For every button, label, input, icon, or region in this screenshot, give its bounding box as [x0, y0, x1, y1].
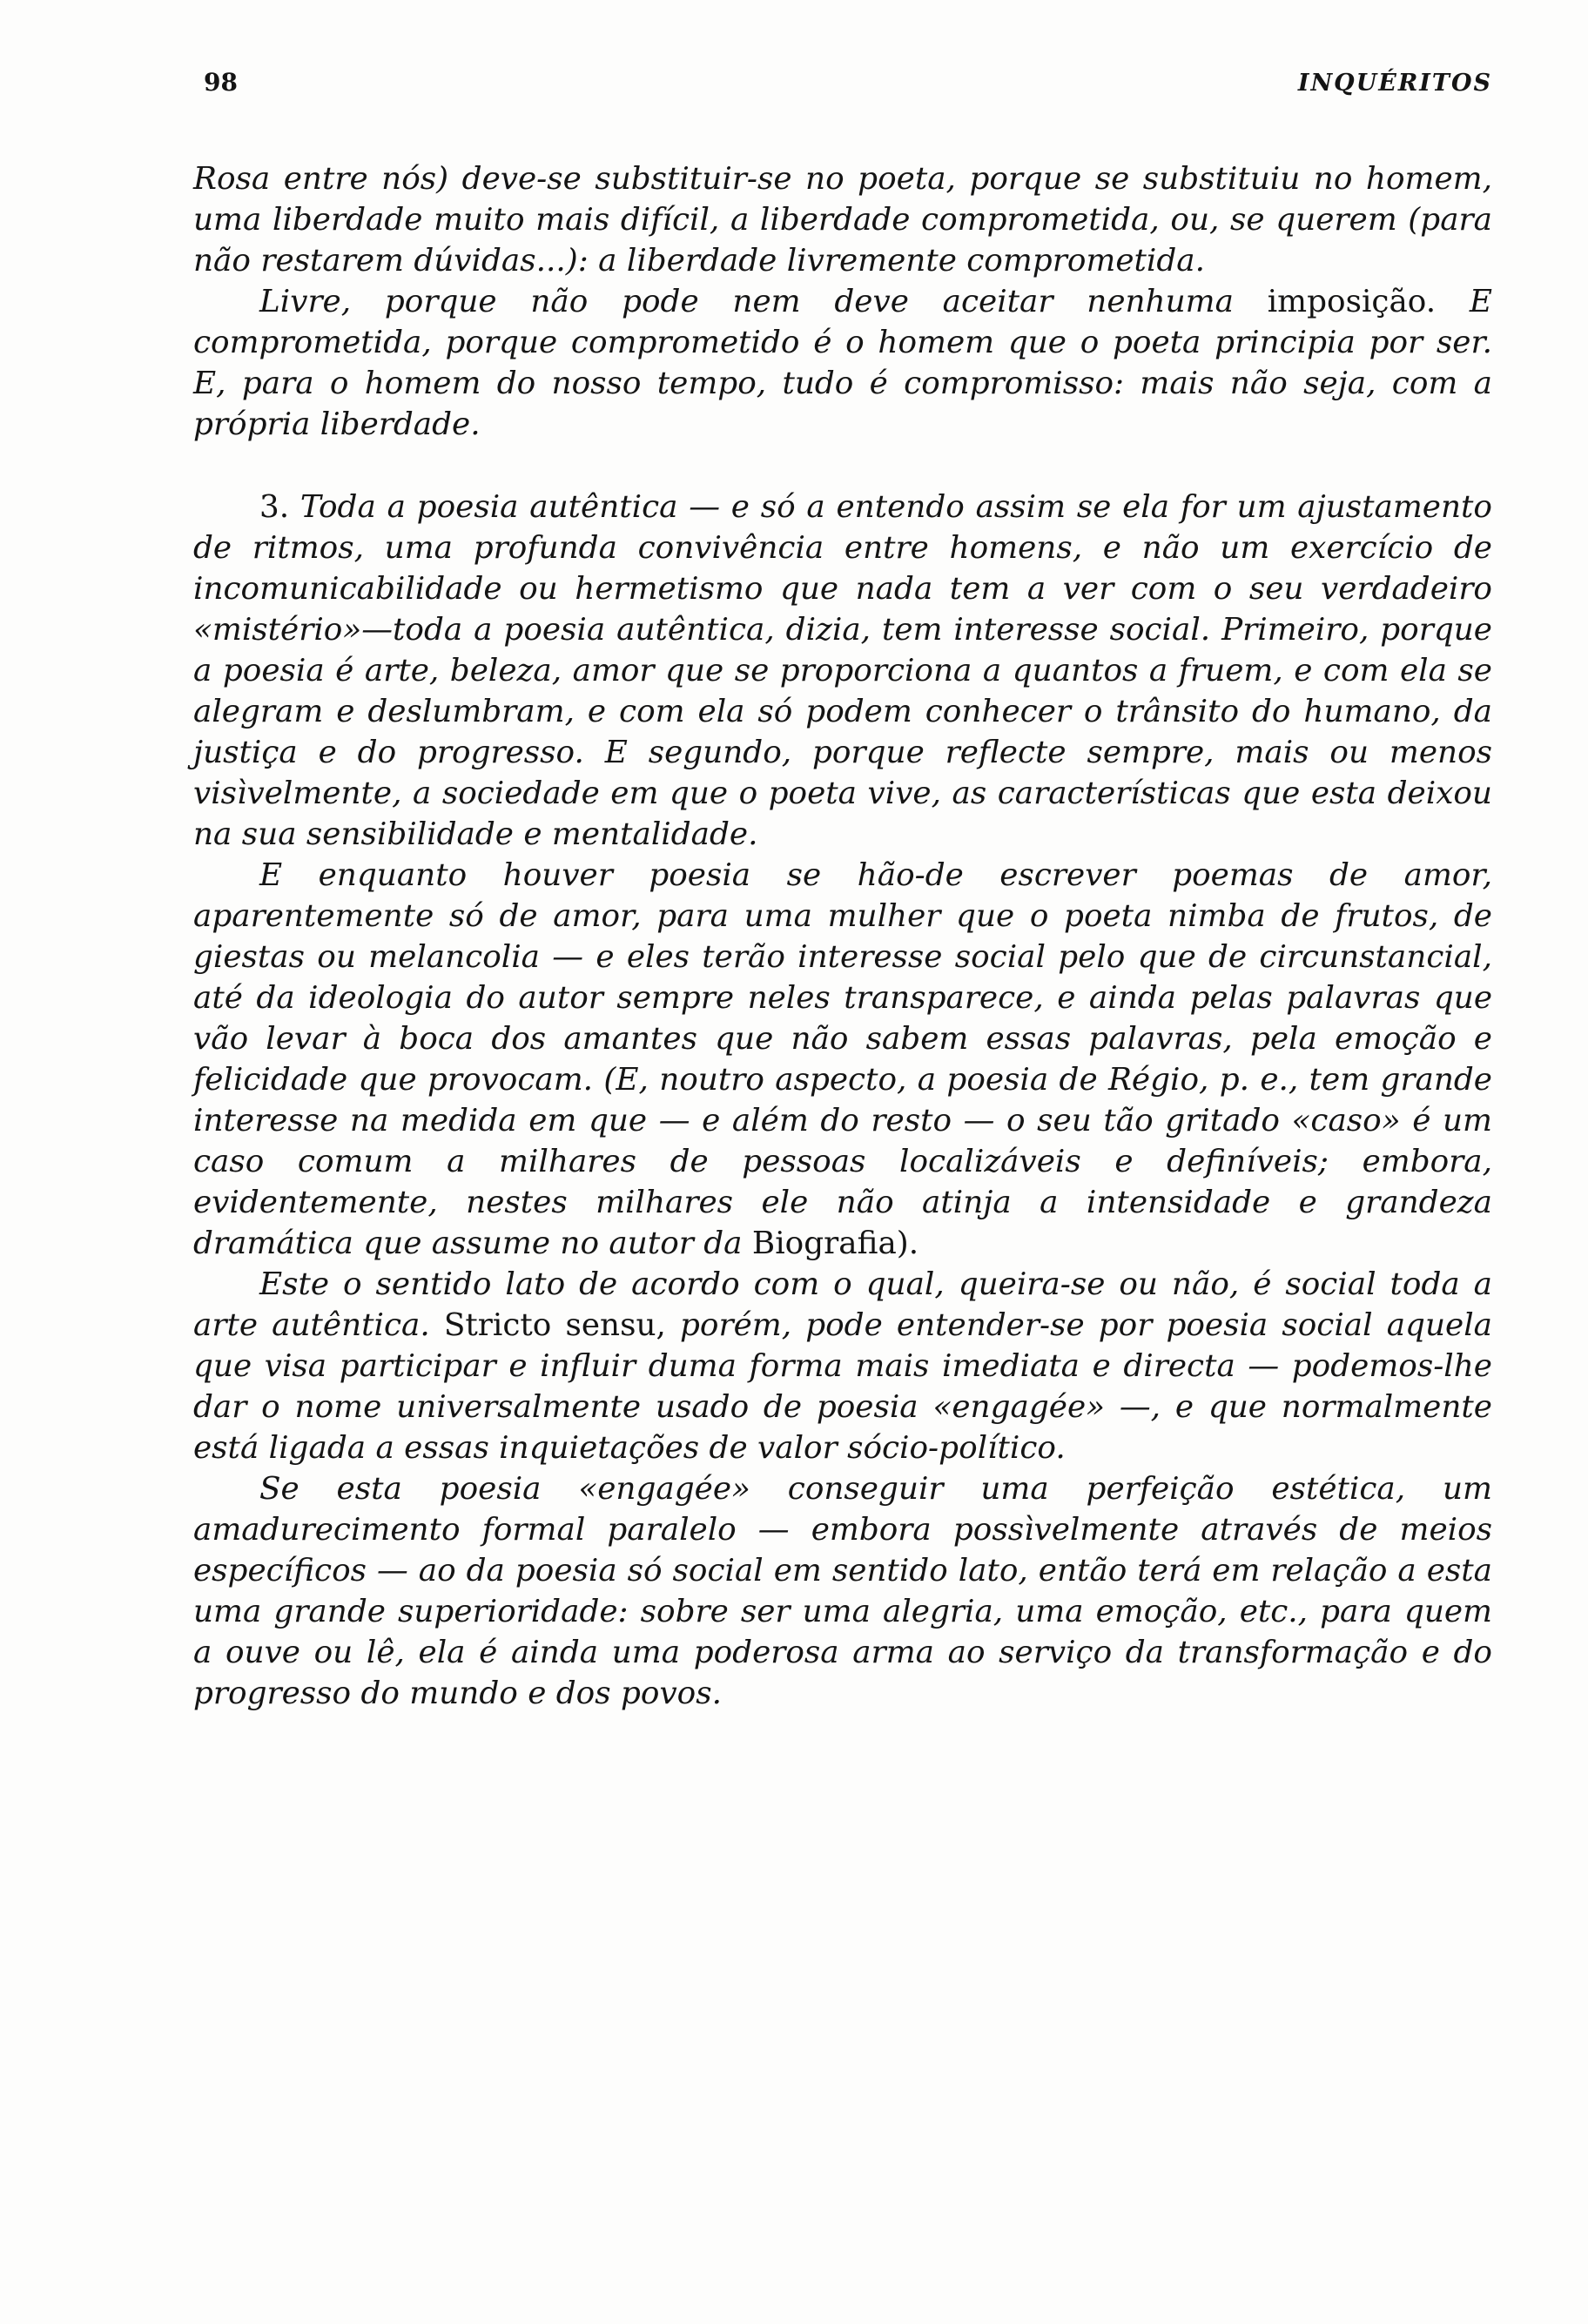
running-head: INQUÉRITOS: [1297, 70, 1492, 97]
paragraph-6-text: Se esta poesia «engagée» conseguir uma perfeição estética, um amadurecimento formal paralelo — embora possìvelmente através de meios específicos — ao da poesia só social em sentido lato, então terá em relação a esta uma grande superioridade: sobre ser uma alegria, uma emoção, etc., para quem a ouve ou lê, ela é ainda uma poderosa arma ao serviço da transformação e do progresso do mundo e dos povos.: [193, 1471, 1492, 1711]
paragraph-1-text: Rosa entre nós) deve-se substituir-se no poeta, porque se substituiu no homem, uma liberdade muito mais difícil, a liberdade comprometida, ou, se querem (para não restarem dúvidas...): a liberdade livremente comprometida.: [193, 161, 1492, 279]
paragraph-5-part1: Este o sentido lato de acordo com o qual, queira-se ou não, é social toda a arte autêntica.: [193, 1266, 1492, 1343]
book-title-biografia: Biografia).: [751, 1226, 919, 1261]
paragraph-3-text: Toda a poesia autêntica — e só a entendo assim se ela for um ajustamento de ritmos, uma profunda convivência entre homens, e não um exercício de incomunicabilidade ou hermetismo que nada tem a ver com o seu verdadeiro «mistério»—toda a poesia autêntica, dizia, tem interesse social. Primeiro, porque a poesia é arte, beleza, amor que se proporciona a quantos a fruem, e com ela se alegram e deslumbram, e com ela só podem conhecer o trânsito do humano, da justiça e do progresso. E segundo, porque reflecte sempre, mais ou menos visìvelmente, a sociedade em que o poeta vive, as características que esta deixou na sua sensibilidade e mentalidade.: [193, 489, 1492, 852]
paragraph-4: [193, 855, 1492, 1264]
paragraph-1: [193, 158, 1492, 281]
paragraph-5: [193, 1264, 1492, 1468]
paragraph-5-part2: porém, pode entender-se por poesia social aquela que visa participar e influir duma forma mais imediata e directa — podemos-lhe dar o nome universalmente usado de poesia «engagée» —, e que normalmente está ligada a essas inquietações de valor sócio-político.: [193, 1307, 1493, 1466]
paragraph-4-text: E enquanto houver poesia se hão-de escrever poemas de amor, aparentemente só de amor, para uma mulher que o poeta nimba de frutos, de giestas ou melancolia — e eles terão interesse social pelo que de circunstancial, até da ideologia do autor sempre neles transparece, e ainda pelas palavras que vão levar à boca dos amantes que não sabem essas palavras, pela emoção e felicidade que provocam. (E, noutro aspecto, a poesia de Régio, p. e., tem grande interesse na medida em que — e além do resto — o seu tão gritado «caso» é um caso comum a milhares de pessoas localizáveis e definíveis; embora, evidentemente, nestes milhares ele não atinja a intensidade e grandeza dramática que assume no autor da: [193, 857, 1492, 1261]
section-number: 3.: [259, 489, 290, 525]
paragraph-2-part1: Livre, porque não pode nem deve aceitar nenhuma: [259, 284, 1268, 319]
paragraph-2-part2: E comprometida, porque comprometido é o homem que o poeta principia por ser. E, para o homem do nosso tempo, tudo é compromisso: mais não seja, com a própria liberdade.: [193, 284, 1493, 442]
page-number: 98: [204, 68, 238, 97]
paragraph-3: [193, 487, 1492, 855]
paragraph-2: [193, 281, 1492, 445]
paragraph-6: [193, 1468, 1492, 1714]
paragraph-2-roman: imposição.: [1267, 284, 1437, 319]
paragraph-5-roman: Stricto sensu,: [443, 1307, 666, 1343]
page-header: [204, 68, 1492, 111]
body-text: [193, 158, 1492, 1714]
